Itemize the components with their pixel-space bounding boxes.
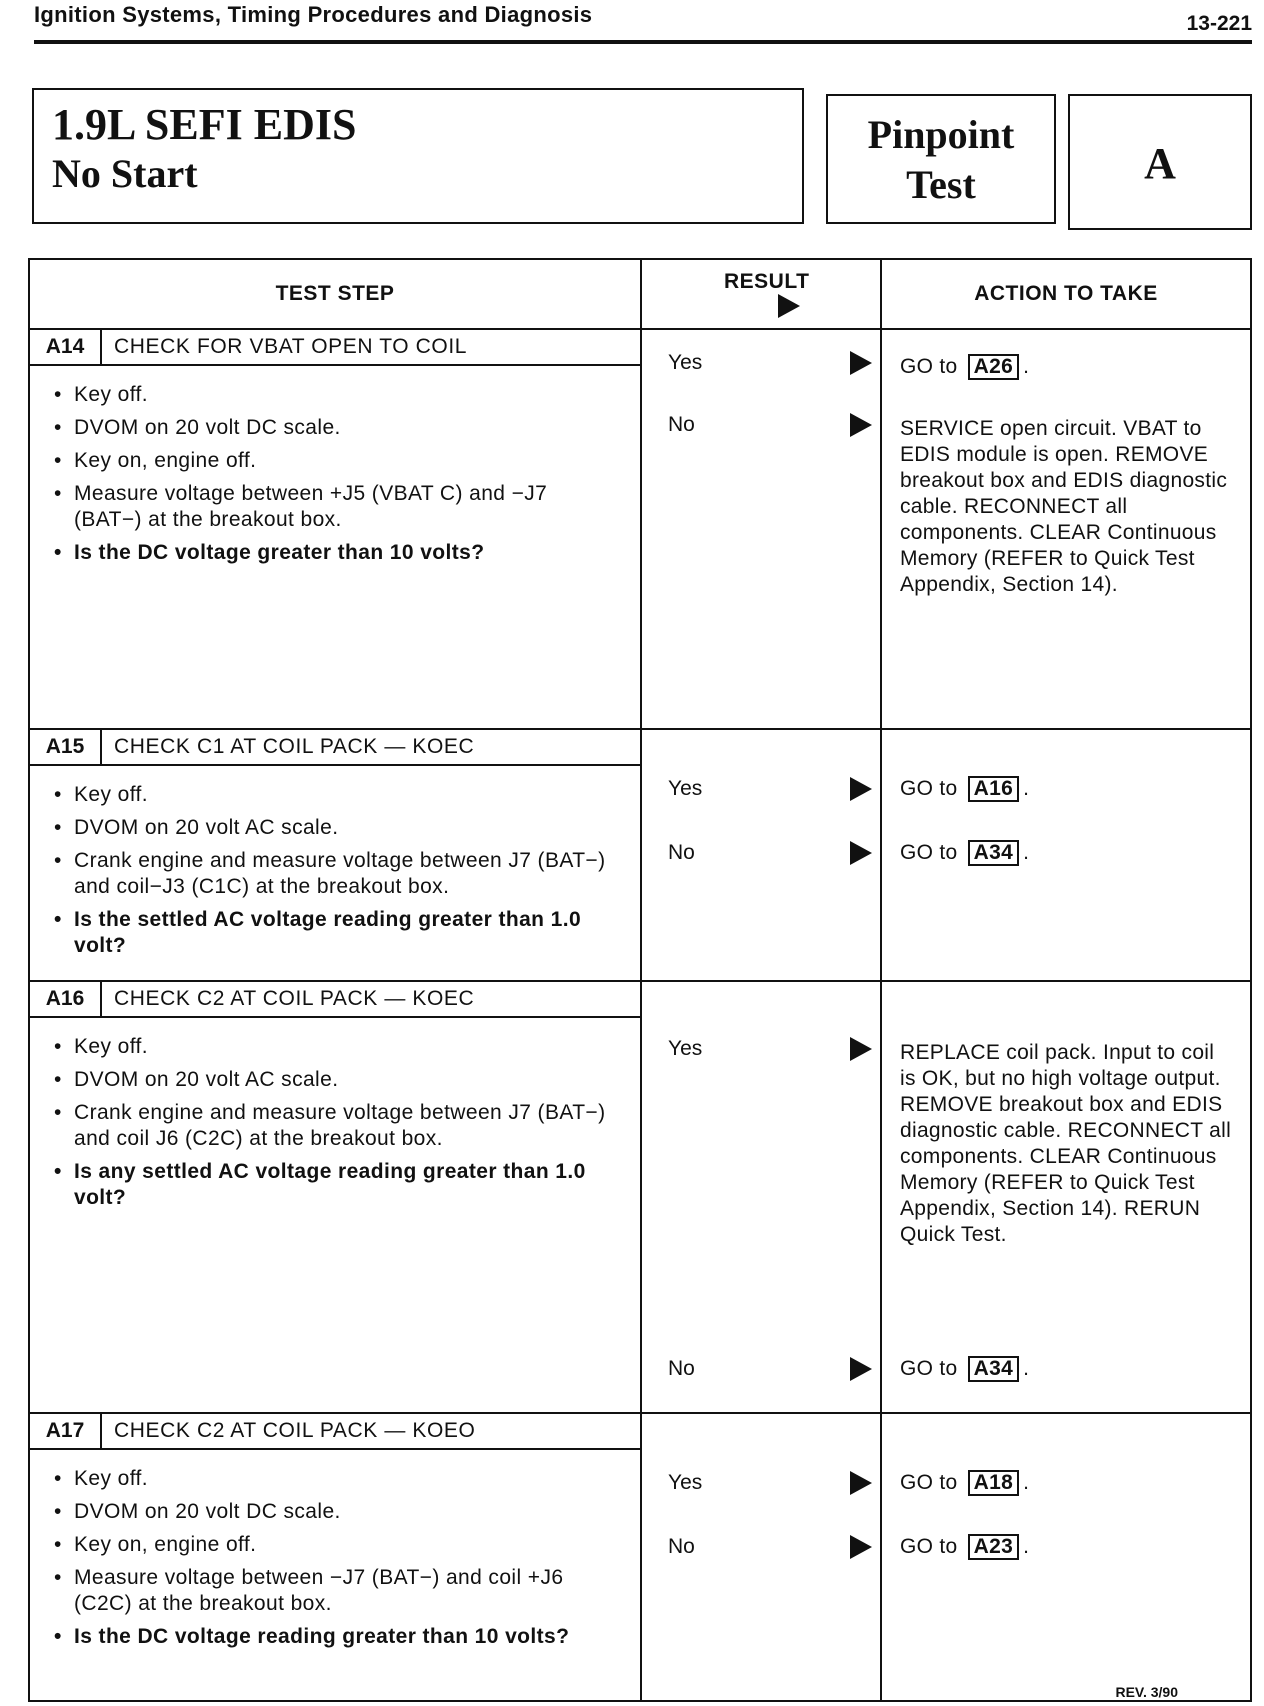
test-step-cell: [29, 981, 641, 1413]
step-title: CHECK C1 AT COIL PACK — KOEC: [114, 735, 475, 758]
result-yes: [668, 1034, 872, 1064]
arrow-right-icon: [850, 777, 872, 801]
arrow-right-icon: [778, 294, 800, 318]
action-text: .: [1023, 1535, 1030, 1558]
pinpoint-label: Pinpoint: [867, 112, 1015, 157]
result-label: No: [668, 1535, 695, 1558]
instruction: • DVOM on 20 volt DC scale.: [54, 1499, 620, 1525]
table-row: [29, 729, 1251, 981]
action-text: GO to: [900, 841, 958, 864]
step-instructions: [30, 782, 640, 959]
instruction: • Key off.: [54, 1034, 620, 1060]
table-header-row: [29, 259, 1251, 329]
action-text: .: [1023, 841, 1030, 864]
arrow-right-icon: [850, 351, 872, 375]
test-label: Test: [906, 162, 976, 207]
result-cell: [641, 329, 881, 729]
symptom-title: No Start: [52, 151, 198, 196]
procedure-title-box: [32, 88, 804, 224]
arrow-right-icon: [850, 841, 872, 865]
step-reference: A34: [968, 1356, 1019, 1382]
step-instructions: [30, 382, 640, 566]
step-title: CHECK FOR VBAT OPEN TO COIL: [114, 335, 468, 358]
step-heading: [30, 730, 640, 766]
arrow-right-icon: [850, 1535, 872, 1559]
step-instructions: [30, 1466, 640, 1650]
test-step-cell: [29, 729, 641, 981]
result-yes: [668, 348, 872, 378]
step-id: A14: [30, 330, 102, 364]
test-step-cell: [29, 1413, 641, 1701]
step-reference: A23: [968, 1534, 1019, 1560]
step-reference: A16: [968, 776, 1019, 802]
step-heading: [30, 330, 640, 366]
instruction: • Measure voltage between −J7 (BAT−) and coil +J6 (C2C) at the breakout box.: [54, 1565, 620, 1617]
step-question: • Is the settled AC voltage reading greater than 1.0 volt?: [54, 907, 620, 959]
pinpoint-test-table: [28, 258, 1252, 1702]
instruction: • DVOM on 20 volt DC scale.: [54, 415, 620, 441]
running-header-title: Ignition Systems, Timing Procedures and Diagnosis: [34, 2, 593, 27]
action-header: ACTION TO TAKE: [881, 259, 1251, 329]
result-cell: [641, 1413, 881, 1701]
instruction: • Crank engine and measure voltage between J7 (BAT−) and coil−J3 (C1C) at the breakout box.: [54, 848, 620, 900]
step-id: A17: [30, 1414, 102, 1448]
header-rule: [34, 40, 1252, 44]
action-text: .: [1023, 777, 1030, 800]
arrow-right-icon: [850, 1357, 872, 1381]
action-text: .: [1023, 355, 1030, 378]
result-no: [668, 410, 872, 440]
instruction: • DVOM on 20 volt AC scale.: [54, 1067, 620, 1093]
result-cell: [641, 729, 881, 981]
step-instructions: [30, 1034, 640, 1211]
arrow-right-icon: [850, 1037, 872, 1061]
result-no: [668, 838, 872, 868]
table-row: [29, 329, 1251, 729]
action-text: GO to: [900, 1357, 958, 1380]
step-title: CHECK C2 AT COIL PACK — KOEO: [114, 1419, 476, 1442]
result-no: [668, 1354, 872, 1384]
action-text: SERVICE open circuit. VBAT to EDIS module is open. REMOVE breakout box and EDIS diagnostic cable. RECONNECT all components. CLEAR Continuous Memory (REFER to Quick Test Appendix, Section 14).: [900, 417, 1228, 596]
step-heading: [30, 982, 640, 1018]
result-header: [641, 259, 881, 329]
result-label: No: [668, 841, 695, 864]
action-cell: [881, 329, 1251, 729]
revision-note: REV. 3/90: [1115, 1684, 1178, 1700]
action-cell: [881, 981, 1251, 1413]
action-goto: [900, 1356, 1236, 1382]
action-goto: [900, 1470, 1236, 1496]
page-number: 13-221: [1186, 12, 1252, 35]
test-letter-box: A: [1068, 94, 1252, 230]
result-label: No: [668, 1357, 695, 1380]
action-text: .: [1023, 1357, 1030, 1380]
action-text: GO to: [900, 355, 958, 378]
action-goto: [900, 840, 1236, 866]
step-question: • Is any settled AC voltage reading greater than 1.0 volt?: [54, 1159, 620, 1211]
result-yes: [668, 1468, 872, 1498]
instruction: • Key on, engine off.: [54, 1532, 620, 1558]
test-step-cell: [29, 329, 641, 729]
instruction: • Key off.: [54, 382, 620, 408]
action-goto: [900, 776, 1236, 802]
instruction: • Measure voltage between +J5 (VBAT C) and −J7 (BAT−) at the breakout box.: [54, 481, 620, 533]
action-cell: [881, 729, 1251, 981]
result-label: No: [668, 413, 695, 436]
step-reference: A18: [968, 1470, 1019, 1496]
arrow-right-icon: [850, 1471, 872, 1495]
step-id: A16: [30, 982, 102, 1016]
step-question: • Is the DC voltage reading greater than 10 volts?: [54, 1624, 620, 1650]
action-text: GO to: [900, 777, 958, 800]
action-text: .: [1023, 1471, 1030, 1494]
result-label: Yes: [668, 351, 703, 374]
action-text: REPLACE coil pack. Input to coil is OK, but no high voltage output. REMOVE breakout box and EDIS diagnostic cable. RECONNECT all components. CLEAR Continuous Memory (REFER to Quick Test Appendix, Section 14). RERUN Quick Test.: [900, 1041, 1232, 1246]
action-cell: [881, 1413, 1251, 1701]
instruction: • Crank engine and measure voltage between J7 (BAT−) and coil J6 (C2C) at the breakout box.: [54, 1100, 620, 1152]
step-title: CHECK C2 AT COIL PACK — KOEC: [114, 987, 475, 1010]
action-text: GO to: [900, 1535, 958, 1558]
instruction: • Key off.: [54, 782, 620, 808]
result-cell: [641, 981, 881, 1413]
table-row: [29, 1413, 1251, 1701]
result-header-label: RESULT: [724, 269, 810, 293]
step-id: A15: [30, 730, 102, 764]
instruction: • DVOM on 20 volt AC scale.: [54, 815, 620, 841]
arrow-right-icon: [850, 413, 872, 437]
table-row: [29, 981, 1251, 1413]
action-goto: [900, 1534, 1236, 1560]
result-label: Yes: [668, 777, 703, 800]
instruction: • Key on, engine off.: [54, 448, 620, 474]
test-step-header: TEST STEP: [29, 259, 641, 329]
action-text: GO to: [900, 1471, 958, 1494]
result-label: Yes: [668, 1037, 703, 1060]
step-reference: A26: [968, 354, 1019, 380]
result-label: Yes: [668, 1471, 703, 1494]
engine-title: 1.9L SEFI EDIS: [52, 100, 357, 149]
step-reference: A34: [968, 840, 1019, 866]
instruction: • Key off.: [54, 1466, 620, 1492]
pinpoint-test-box: [826, 94, 1056, 224]
step-heading: [30, 1414, 640, 1450]
result-no: [668, 1532, 872, 1562]
step-question: • Is the DC voltage greater than 10 volts?: [54, 540, 620, 566]
result-yes: [668, 774, 872, 804]
action-goto: [900, 354, 1236, 380]
